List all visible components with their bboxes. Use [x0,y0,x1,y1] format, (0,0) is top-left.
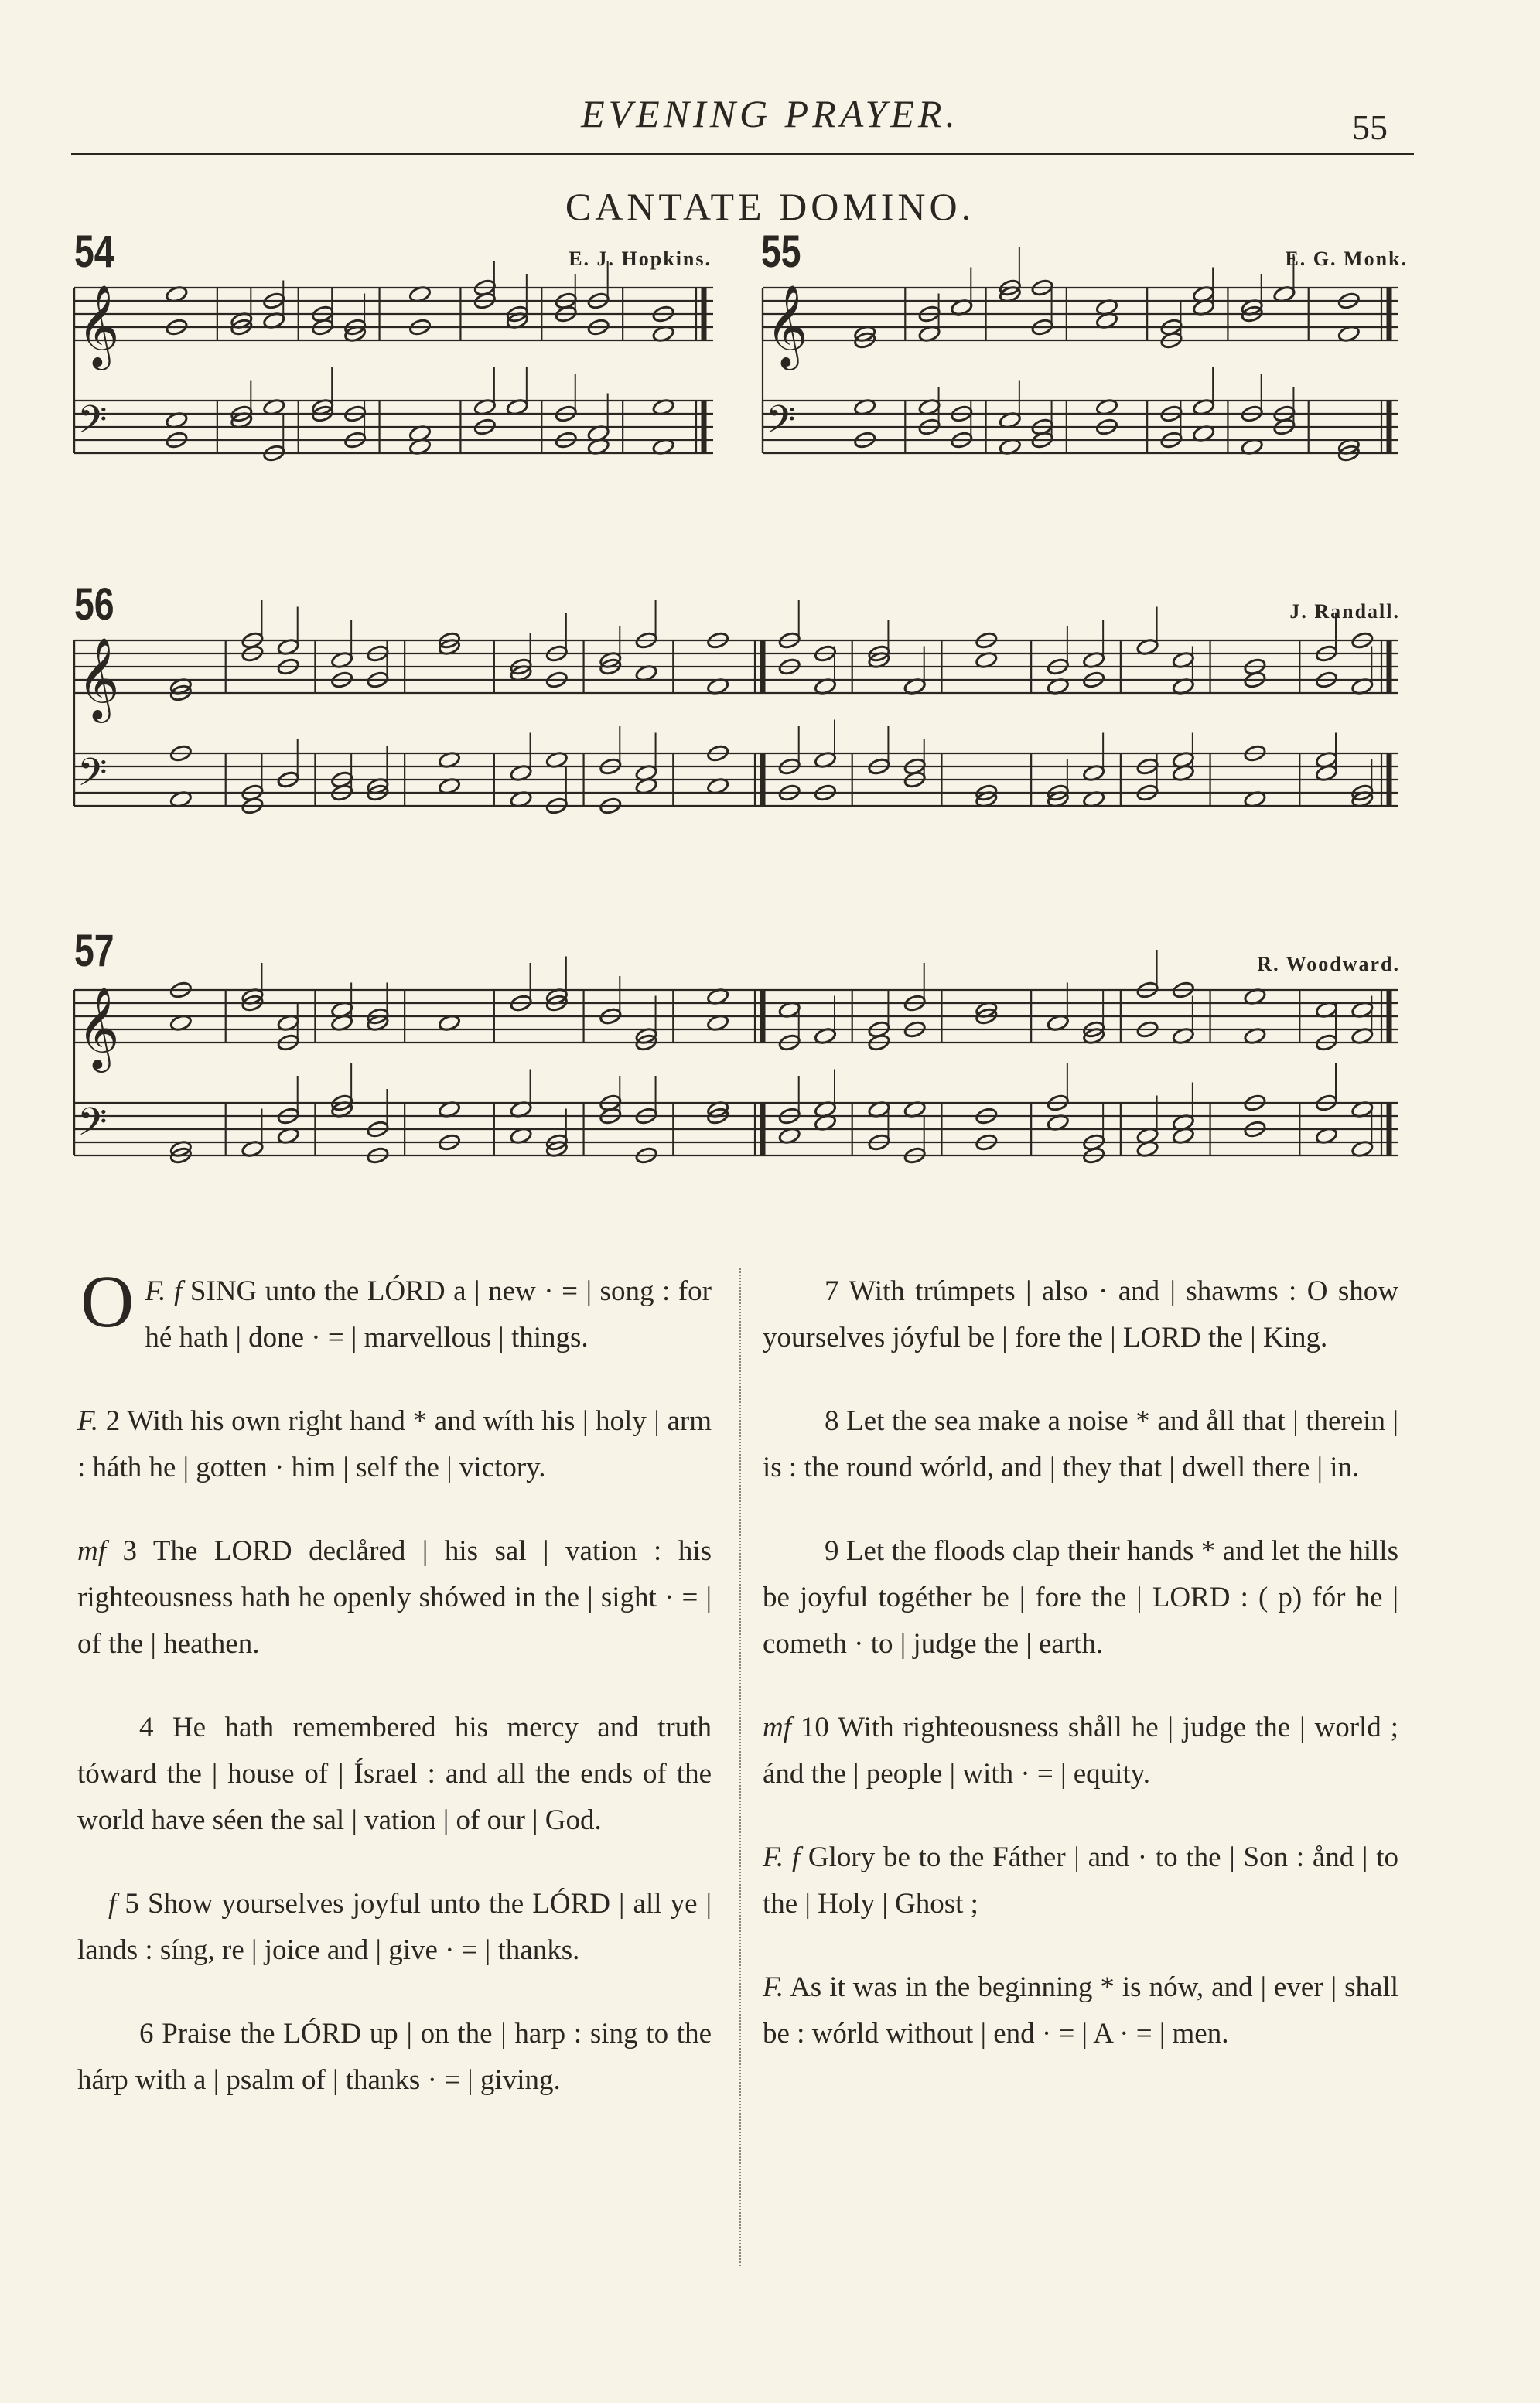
section-title: CANTATE DOMINO. [565,185,975,228]
verse-text: 6 Praise the LÓRD up | on the | harp : sing to the hárp with a | psalm of | thanks · = | giving. [77,2018,712,2096]
dynamic-mark: F. f [145,1275,183,1307]
score-chant-56 [74,631,1398,848]
header-rule [71,153,1414,155]
composer-55: E. G. Monk. [1285,247,1408,270]
score-chant-54 [74,278,713,495]
bass-clef-icon: 𝄢 [77,1100,108,1154]
dynamic-mark: f [108,1888,117,1920]
verse-10 [763,1705,1398,1797]
verse-text: 10 With righteousness shåll he | judge the | world ; ánd the | people | with · = | equity. [763,1712,1398,1790]
treble-clef-icon: 𝄞 [77,284,120,367]
verse-text: 8 Let the sea make a noise * and åll that | therein | is : the round wórld, and | they that | dwell there | in. [763,1405,1398,1483]
gloria-1 [763,1835,1398,1927]
verse-5 [77,1881,712,1974]
composer-57: R. Woodward. [1257,953,1400,975]
composer-56: J. Randall. [1289,600,1400,623]
composer-54: E. J. Hopkins. [569,247,712,270]
verse-text: SING unto the LÓRD a | new · = | song : for hé hath | done · = | marvellous | things. [145,1275,712,1353]
gloria-2 [763,1964,1398,2057]
verse-text: 7 With trúmpets | also · and | shawms : O show yourselves jóyful be | fore the | LORD the | King. [763,1275,1398,1353]
verse-8 [763,1398,1398,1491]
verse-7 [763,1268,1398,1361]
verse-text: Glory be to the Fáther | and · to the | Son : ånd | to the | Holy | Ghost ; [763,1842,1398,1920]
verse-text: 5 Show yourselves joyful unto the LÓRD | all ye | lands : síng, re | joice and | give · = | thanks. [77,1888,712,1966]
verse-2 [77,1398,712,1491]
verse-3 [77,1528,712,1667]
drop-cap: O [80,1260,135,1343]
bass-clef-icon: 𝄢 [766,398,796,452]
score-chant-55 [763,278,1398,495]
chant-number-57: 57 [74,926,114,976]
treble-clef-icon: 𝄞 [77,986,120,1069]
column-divider [739,1268,741,2266]
running-title: EVENING PRAYER. [581,92,959,135]
dynamic-mark: F. [77,1405,99,1437]
verse-text: As it was in the beginning * is nów, and | ever | shall be : wórld without | end · = | A · = | men. [763,1971,1398,2050]
dynamic-mark: F. [763,1971,784,2003]
chant-number-56: 56 [74,579,114,630]
verse-text: 9 Let the floods clap their hands * and let the hills be joyful togéther be | fore the | LORD : ( p) fór he | cometh · to | judge the | earth. [763,1535,1398,1660]
page-number: 55 [1352,108,1388,147]
verse-text: 4 He hath remembered his mercy and truth tóward the | house of | Ísrael : and all the ends of the world have séen the sal | vation | of our | God. [77,1712,712,1836]
verse-6 [77,2011,712,2104]
score-chant-57 [74,981,1398,1205]
chant-number-54: 54 [74,227,114,277]
verse-9 [763,1528,1398,1667]
dynamic-mark: mf [763,1712,791,1743]
verse-1 [77,1260,712,1361]
verse-text: 3 The LORD declåred | his sal | vation : his righteousness hath he openly shówed in the | sight · = | of the | heathen. [77,1535,712,1660]
treble-clef-icon: 𝄞 [766,284,808,367]
treble-clef-icon: 𝄞 [77,637,120,719]
verses-right-column [763,1268,1398,2094]
chant-number-55: 55 [761,227,801,277]
verse-text: 2 With his own right hand * and wíth his | holy | arm : háth he | gotten · him | self the | victory. [77,1405,712,1483]
verses-left-column [77,1260,712,2141]
bass-clef-icon: 𝄢 [77,398,108,452]
dynamic-mark: mf [77,1535,106,1567]
bass-clef-icon: 𝄢 [77,750,108,804]
dynamic-mark: F. f [763,1842,801,1873]
verse-4 [77,1705,712,1844]
